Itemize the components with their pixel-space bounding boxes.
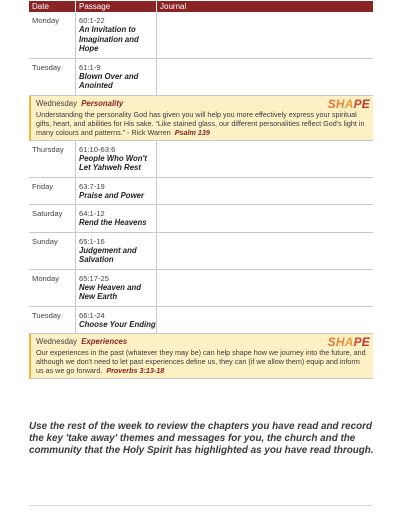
journal-cell[interactable] [157,205,373,232]
reading-plan-table [29,1,373,379]
passage-reference: 60:1-22 [79,16,105,25]
journal-cell[interactable] [157,59,373,95]
row-day: Monday [29,270,76,306]
shape-callout-experiences [29,334,373,379]
callout-scripture: Proverbs 3:13-18 [106,366,165,375]
row-day: Tuesday [29,307,76,334]
passage-title: Salvation [79,255,114,264]
passage-reference: 61:1-9 [79,62,101,72]
passage-title: Hope [79,44,99,53]
footer-rule [29,505,373,506]
callout-heading [36,98,369,110]
shape-callout-personality [29,96,373,141]
journal-cell[interactable] [157,178,373,205]
row-day: Tuesday [29,59,76,95]
callout-text [36,110,369,137]
passage-reference: 65:17-25 [79,273,109,283]
row-day: Monday [29,12,76,58]
table-row [29,270,373,307]
callout-topic: Experiences [81,337,128,346]
passage-reference: 64:1-12 [79,209,105,218]
table-row [29,141,373,178]
rows-group-a [29,12,373,96]
row-day: Sunday [29,233,76,269]
passage-title: New Earth [79,292,118,301]
row-day: Saturday [29,205,76,232]
row-day: Thursday [29,141,76,177]
table-row [29,12,373,59]
table-row [29,59,373,96]
row-passage [76,59,157,95]
row-passage [76,307,157,334]
shape-logo: SHAPE [327,96,370,111]
passage-title: An Invitation to [79,25,136,34]
table-row [29,205,373,233]
row-day: Friday [29,178,76,205]
passage-title: Rend the Heavens [79,218,147,227]
table-row [29,178,373,206]
passage-reference: 66:1-24 [79,310,105,320]
journal-cell[interactable] [157,270,373,306]
shape-logo: SHAPE [327,335,370,349]
callout-heading [36,336,369,348]
callout-text [36,348,369,375]
row-passage [76,141,157,177]
callout-day: Wednesday [36,98,78,108]
table-row [29,307,373,335]
row-passage [76,205,157,232]
passage-reference: 61:10-63:6 [79,144,116,154]
row-passage [76,12,157,58]
journal-cell[interactable] [157,12,373,58]
table-row [29,233,373,270]
passage-title: Judgement and [79,245,137,255]
passage-title: Blown Over and [79,71,139,81]
passage-title: Let Yahweh Rest [79,163,141,172]
passage-title: Choose Your Ending [79,319,156,329]
row-passage [76,270,157,306]
table-header [29,1,373,12]
passage-title: New Heaven and [79,282,141,292]
header-passage: Passage [76,1,157,12]
rows-group-b [29,141,373,335]
callout-topic: Personality [81,98,124,108]
header-date: Date [29,1,76,12]
closing-instructions: Use the rest of the week to review the chapters you have read and record the key 'take away' themes and messages for you, the church and the community that the Holy Spirit has highlighted as you have read through. [29,421,374,456]
journal-cell[interactable] [157,233,373,269]
callout-day: Wednesday [36,337,78,346]
passage-title: People Who Won't [79,153,147,163]
journal-cell[interactable] [157,307,373,334]
passage-reference: 65:1-16 [79,236,105,246]
header-journal: Journal [160,2,187,11]
passage-title: Imagination and [79,34,139,44]
row-passage [76,178,157,205]
journal-cell[interactable] [157,141,373,177]
row-passage [76,233,157,269]
callout-body: Understanding the personality God has given you will help you more effectively express your spiritual gifts, heart, and abilities for His sake. “Like stained glass, our different personalities reflect God's light in many colours and patterns.” - Rick Warren [36,109,365,137]
callout-body: Our experiences in the past (whatever they may be) can help shape how we journey into the future, and although we don't need to let past experiences define us, they can (if we allow them) equip and inform us as we go forward. [36,348,366,375]
passage-title: Praise and Power [79,190,145,200]
callout-scripture: Psalm 139 [174,127,210,137]
passage-reference: 63:7-19 [79,181,105,191]
passage-title: Anointed [79,81,113,90]
